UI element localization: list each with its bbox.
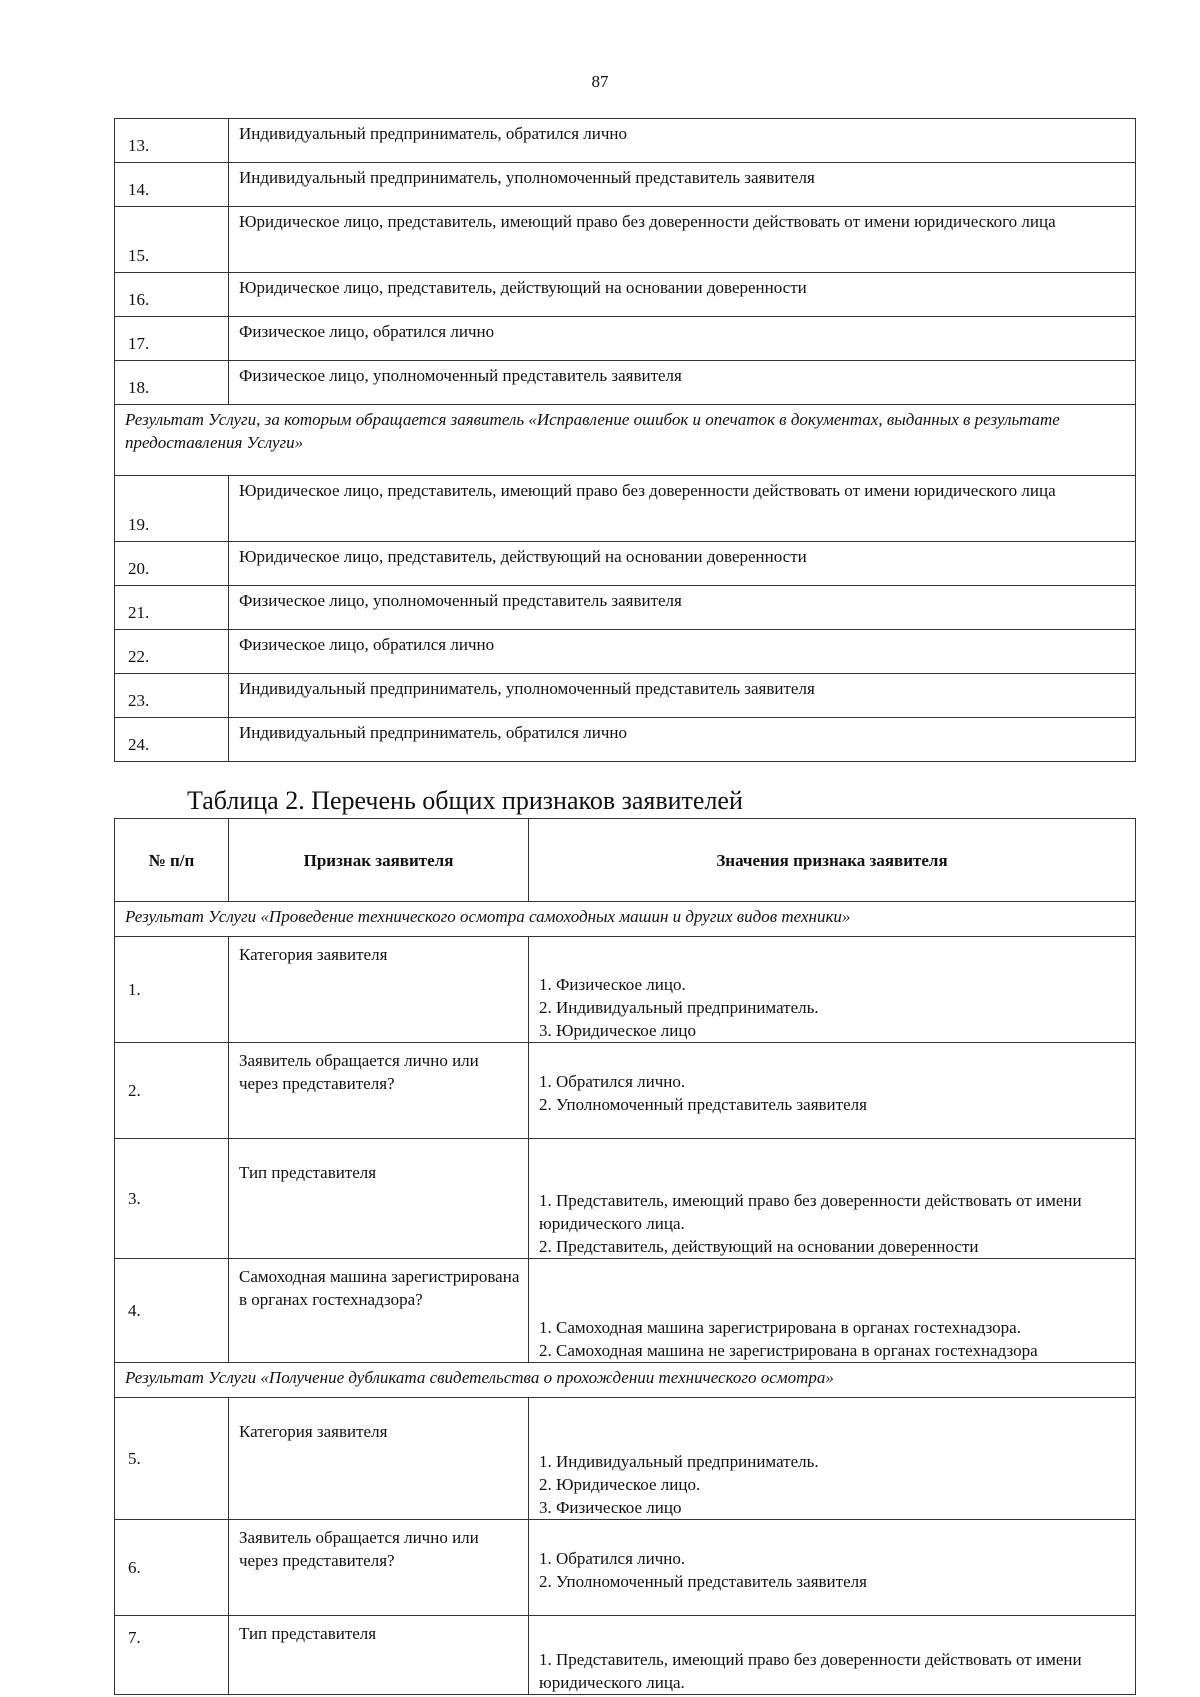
row-number: 1. [115, 937, 229, 1043]
value-item: 1. Индивидуальный предприниматель. [539, 1452, 819, 1471]
table-row [115, 207, 1136, 273]
section-heading: Результат Услуги «Получение дубликата свидетельства о прохождении технического осмотра» [115, 1363, 1136, 1398]
row-text: Физическое лицо, обратился лично [229, 317, 1136, 361]
table-row [115, 273, 1136, 317]
attribute-cell: Категория заявителя [229, 937, 529, 1043]
row-number: 22. [115, 630, 229, 674]
row-number: 19. [115, 476, 229, 542]
row-text: Юридическое лицо, представитель, имеющий право без доверенности действовать от имени юридического лица [229, 476, 1136, 542]
row-number: 16. [115, 273, 229, 317]
table-row [115, 630, 1136, 674]
value-item: 3. Физическое лицо [539, 1498, 682, 1517]
row-number: 6. [115, 1520, 229, 1616]
table-row [115, 586, 1136, 630]
value-item: 3. Юридическое лицо [539, 1021, 696, 1040]
table-row [115, 1616, 1136, 1695]
table-row [115, 476, 1136, 542]
row-text: Юридическое лицо, представитель, действующий на основании доверенности [229, 542, 1136, 586]
row-number: 15. [115, 207, 229, 273]
row-number: 17. [115, 317, 229, 361]
table-header-row [115, 819, 1136, 902]
row-text: Индивидуальный предприниматель, обратился лично [229, 119, 1136, 163]
table2-title: Таблица 2. Перечень общих признаков заявителей [187, 786, 743, 815]
table-row [115, 1520, 1136, 1616]
row-text: Индивидуальный предприниматель, обратился лично [229, 718, 1136, 762]
section-row [115, 902, 1136, 937]
row-number: 21. [115, 586, 229, 630]
values-cell [529, 1043, 1136, 1139]
row-text: Юридическое лицо, представитель, действующий на основании доверенности [229, 273, 1136, 317]
value-item: 1. Обратился лично. [539, 1071, 686, 1091]
row-number: 4. [115, 1259, 229, 1363]
row-text: Физическое лицо, обратился лично [229, 630, 1136, 674]
row-number: 14. [115, 163, 229, 207]
values-cell [529, 1616, 1136, 1695]
table-row [115, 1139, 1136, 1259]
header-number: № п/п [115, 819, 229, 902]
row-text: Индивидуальный предприниматель, уполномоченный представитель заявителя [229, 163, 1136, 207]
applicant-variants-table [114, 118, 1136, 762]
table-row [115, 163, 1136, 207]
attribute-cell: Тип представителя [229, 1616, 529, 1695]
table-row [115, 937, 1136, 1043]
row-number: 24. [115, 718, 229, 762]
row-number: 5. [115, 1398, 229, 1520]
table-row [115, 674, 1136, 718]
table-row [115, 542, 1136, 586]
row-text: Физическое лицо, уполномоченный представитель заявителя [229, 586, 1136, 630]
row-number: 13. [115, 119, 229, 163]
row-number: 3. [115, 1139, 229, 1259]
attribute-cell: Заявитель обращается лично или через представителя? [229, 1520, 529, 1616]
row-number: 7. [115, 1616, 229, 1695]
row-number: 18. [115, 361, 229, 405]
value-item: 2. Представитель, действующий на основании доверенности [539, 1237, 979, 1256]
value-item: 1. Представитель, имеющий право без доверенности действовать от имени юридического лица. [539, 1191, 1082, 1233]
attribute-cell: Заявитель обращается лично или через представителя? [229, 1043, 529, 1139]
section-row [115, 1363, 1136, 1398]
row-number: 23. [115, 674, 229, 718]
values-cell [529, 1398, 1136, 1520]
applicant-attributes-table [114, 818, 1136, 1695]
attribute-cell: Категория заявителя [229, 1398, 529, 1520]
row-number: 20. [115, 542, 229, 586]
page-number: 87 [591, 72, 609, 91]
header-attribute: Признак заявителя [229, 819, 529, 902]
row-text: Юридическое лицо, представитель, имеющий право без доверенности действовать от имени юридического лица [229, 207, 1136, 273]
table-row [115, 317, 1136, 361]
table-row [115, 1043, 1136, 1139]
row-text: Индивидуальный предприниматель, уполномоченный представитель заявителя [229, 674, 1136, 718]
value-item: 2. Юридическое лицо. [539, 1475, 701, 1494]
values-cell [529, 1259, 1136, 1363]
table-row [115, 1398, 1136, 1520]
value-item: 2. Самоходная машина не зарегистрирована в органах гостехнадзора [539, 1341, 1038, 1360]
values-cell [529, 1139, 1136, 1259]
row-number: 2. [115, 1043, 229, 1139]
values-cell [529, 1520, 1136, 1616]
table-row [115, 718, 1136, 762]
attribute-cell: Самоходная машина зарегистрирована в органах гостехнадзора? [229, 1259, 529, 1363]
value-item: 1. Самоходная машина зарегистрирована в органах гостехнадзора. [539, 1318, 1021, 1337]
section-heading: Результат Услуги «Проведение технического осмотра самоходных машин и других видов техники» [115, 902, 1136, 937]
values-cell [529, 937, 1136, 1043]
value-item: 2. Уполномоченный представитель заявителя [539, 1571, 867, 1591]
table-row [115, 1259, 1136, 1363]
table-row [115, 361, 1136, 405]
value-item: 1. Физическое лицо. [539, 975, 686, 994]
value-item: 2. Уполномоченный представитель заявителя [539, 1094, 867, 1114]
value-item: 2. Индивидуальный предприниматель. [539, 998, 819, 1017]
row-text: Физическое лицо, уполномоченный представитель заявителя [229, 361, 1136, 405]
section-row [115, 405, 1136, 476]
attribute-cell: Тип представителя [229, 1139, 529, 1259]
value-item: 1. Представитель, имеющий право без доверенности действовать от имени юридического лица. [539, 1650, 1082, 1692]
value-item: 1. Обратился лично. [539, 1548, 686, 1568]
table-row [115, 119, 1136, 163]
header-values: Значения признака заявителя [529, 819, 1136, 902]
section-heading: Результат Услуги, за которым обращается заявитель «Исправление ошибок и опечаток в документах, выданных в результате предоставления Услуги» [115, 405, 1136, 476]
